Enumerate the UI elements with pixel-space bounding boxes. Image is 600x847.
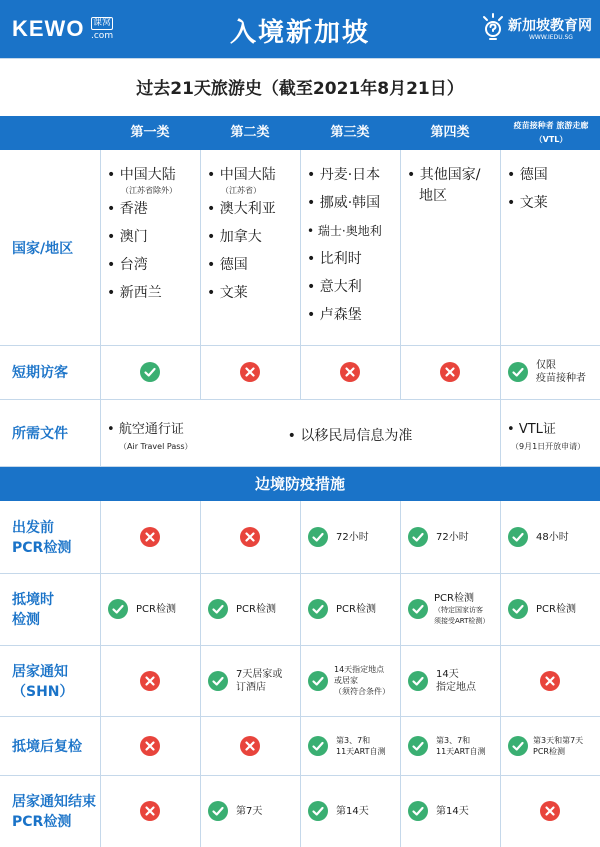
cell-text-line: PCR检测 <box>434 592 474 604</box>
document-name: 航空通行证 <box>118 422 184 437</box>
list-item: • 香港 <box>107 201 148 217</box>
column-header-category-4: 第四类 <box>430 125 470 140</box>
shn-end-category-1 <box>100 775 200 847</box>
check-icon <box>208 801 228 821</box>
check-icon <box>408 801 428 821</box>
cell-text-line: 第3天和第7天 <box>533 735 584 745</box>
page-header <box>0 0 600 58</box>
country-list-vtl <box>507 168 548 224</box>
kewo-logo-suffix: .com <box>91 31 114 41</box>
row-label-short-visit <box>0 345 100 399</box>
check-icon <box>508 362 528 382</box>
row-label-text: 出发前 <box>12 520 54 536</box>
country-name: 意大利 <box>319 279 362 295</box>
row-label-arrival-test <box>0 573 100 645</box>
cell-text: 48小时 <box>536 531 569 543</box>
short-visit-category-4 <box>400 345 500 399</box>
cell-text <box>434 592 489 627</box>
cell-text <box>236 668 282 694</box>
cross-icon <box>240 736 260 756</box>
country-list-category-4 <box>407 168 480 217</box>
country-name: 中国大陆 <box>119 167 176 183</box>
check-icon <box>208 599 228 619</box>
check-icon <box>308 671 328 691</box>
cell-text: 72小时 <box>436 531 469 543</box>
grid-line <box>500 150 501 466</box>
check-icon <box>108 599 128 619</box>
cross-icon <box>140 736 160 756</box>
list-item: • 意大利 <box>307 279 362 295</box>
cell-text: PCR检测 <box>136 603 176 615</box>
cell-text-line: （须符合条件） <box>334 687 390 696</box>
list-item: • 德国 <box>507 167 548 183</box>
document-note: （Air Travel Pass） <box>119 442 193 451</box>
row-label-text: PCR检测 <box>12 814 72 830</box>
cell-text-line: 14天 <box>436 668 459 680</box>
cross-icon <box>140 671 160 691</box>
list-item: • 德国 <box>207 257 248 273</box>
cell-text: 第14天 <box>336 805 369 817</box>
table-subtitle: 过去21天旅游史（截至2021年8月21日） <box>136 79 464 99</box>
cell-text-line: 指定地点 <box>436 681 476 693</box>
country-list-category-3 <box>307 168 382 336</box>
list-item: • 中国大陆 （江苏省） <box>207 167 276 195</box>
list-item: • 其他国家/ <box>407 167 481 183</box>
country-list-category-1 <box>107 168 177 314</box>
shn-category-1 <box>100 645 200 716</box>
cell-text-line: 第3、7和 <box>336 735 371 745</box>
brand-url[interactable]: WWW.IEDU.SG <box>529 34 573 41</box>
check-icon <box>208 671 228 691</box>
cross-icon <box>340 362 360 382</box>
check-icon <box>508 527 528 547</box>
short-visit-vtl <box>500 345 600 399</box>
shn-category-4 <box>400 645 500 716</box>
arrival-category-2 <box>200 573 300 645</box>
post-arrival-category-3 <box>300 716 400 775</box>
pre-departure-vtl <box>500 501 600 573</box>
column-header-vtl-line1: 疫苗接种者 旅游走廊 <box>513 121 589 130</box>
country-name: 挪威·韩国 <box>319 195 381 211</box>
row-label-text: 国家/地区 <box>12 240 74 257</box>
row-label-text: 短期访客 <box>12 365 68 381</box>
cross-icon <box>540 801 560 821</box>
country-name: 丹麦·日本 <box>319 167 381 183</box>
check-icon <box>508 736 528 756</box>
short-visit-category-2 <box>200 345 300 399</box>
row-label-text: 居家通知 <box>12 663 68 680</box>
row-label-documents <box>0 399 100 466</box>
list-item: • 台湾 <box>107 257 148 273</box>
cross-icon <box>240 362 260 382</box>
country-name: 德国 <box>519 167 548 183</box>
list-item: • 卢森堡 <box>307 307 362 323</box>
country-name: 中国大陆 <box>219 167 276 183</box>
documents-category-1 <box>107 418 193 452</box>
post-arrival-category-1 <box>100 716 200 775</box>
cross-icon <box>240 527 260 547</box>
check-icon <box>408 736 428 756</box>
column-header-vtl-line2: （VTL） <box>534 135 568 144</box>
post-arrival-category-2 <box>200 716 300 775</box>
country-name: 文莱 <box>219 285 248 301</box>
lightbulb-question-icon <box>480 13 506 43</box>
cell-text <box>436 735 486 757</box>
cell-text: PCR检测 <box>236 603 276 615</box>
list-item <box>407 189 480 203</box>
cell-text: 第14天 <box>436 805 469 817</box>
cell-text-line: PCR检测 <box>533 746 565 756</box>
cell-text-line: 第3、7和 <box>436 735 471 745</box>
country-name: 瑞士·奥地利 <box>317 224 382 238</box>
column-header-vtl <box>502 119 600 147</box>
row-label-shn-end-pcr <box>0 775 100 847</box>
list-item: • 新西兰 <box>107 285 162 301</box>
country-name: 澳门 <box>119 229 148 245</box>
check-icon <box>408 671 428 691</box>
row-label-text: 检测 <box>12 612 40 628</box>
cell-text: PCR检测 <box>536 603 576 615</box>
post-arrival-category-4 <box>400 716 500 775</box>
document-title: • VTL证 <box>507 422 556 437</box>
page-title: 入境新加坡 <box>229 18 370 48</box>
document-name: 以移民局信息为准 <box>300 428 413 444</box>
cell-text-line: 或居家 <box>334 676 358 685</box>
cross-icon <box>440 362 460 382</box>
country-name: 新西兰 <box>119 285 162 301</box>
section-header-border-measures: 边境防疫措施 <box>0 467 600 501</box>
list-item: • 澳门 <box>107 229 148 245</box>
cell-text-line: 14天指定地点 <box>334 665 385 674</box>
cell-text-line: 订酒店 <box>236 681 266 693</box>
row-label-text: PCR检测 <box>12 540 72 556</box>
list-item: • 文莱 <box>507 195 548 211</box>
check-icon <box>508 599 528 619</box>
shn-category-3 <box>300 645 400 716</box>
row-label-countries <box>0 150 100 345</box>
list-item: • 丹麦·日本 <box>307 167 381 183</box>
pre-departure-category-4 <box>400 501 500 573</box>
country-name: 其他国家/ <box>419 167 481 183</box>
country-name: 比利时 <box>319 251 362 267</box>
country-name: 卢森堡 <box>319 307 362 323</box>
cross-icon <box>140 527 160 547</box>
cell-text <box>436 668 476 694</box>
check-icon <box>308 527 328 547</box>
row-label-text: 居家通知结束 <box>12 794 96 810</box>
country-name: 香港 <box>119 201 148 217</box>
cell-text-note: 须接受ART检测） <box>434 616 490 625</box>
grid-line <box>0 58 600 59</box>
kewo-logo[interactable]: KEWO <box>12 16 85 41</box>
country-name: 德国 <box>219 257 248 273</box>
shn-vtl <box>500 645 600 716</box>
arrival-category-1 <box>100 573 200 645</box>
country-list-category-2 <box>207 168 276 314</box>
documents-middle: • 以移民局信息为准 <box>287 428 413 444</box>
short-visit-category-1 <box>100 345 200 399</box>
row-label-text: 抵境时 <box>12 592 54 608</box>
kewo-logo-sub: 课窝 <box>92 18 111 28</box>
cell-text: 72小时 <box>336 531 369 543</box>
pre-departure-category-3 <box>300 501 400 573</box>
check-icon <box>308 599 328 619</box>
row-label-shn <box>0 645 100 716</box>
check-icon <box>408 527 428 547</box>
cross-icon <box>540 671 560 691</box>
column-header-category-1: 第一类 <box>130 125 170 140</box>
country-name: 地区 <box>419 188 447 204</box>
cell-text: 第7天 <box>236 805 263 817</box>
country-name: 澳大利亚 <box>219 201 276 217</box>
document-name: VTL证 <box>518 422 556 437</box>
shn-end-vtl <box>500 775 600 847</box>
post-arrival-vtl <box>500 716 600 775</box>
short-visit-category-3 <box>300 345 400 399</box>
shn-category-2 <box>200 645 300 716</box>
cell-text <box>336 735 386 757</box>
cell-text-line: 11天ART自测 <box>436 746 486 756</box>
short-visit-vtl-note <box>536 359 586 385</box>
list-item: • 挪威·韩国 <box>307 195 381 211</box>
country-name: 加拿大 <box>219 229 262 245</box>
cell-text-line: 11天ART自测 <box>336 746 386 756</box>
cell-text <box>533 735 583 757</box>
cross-icon <box>140 801 160 821</box>
note-line: 疫苗接种者 <box>536 373 586 384</box>
row-label-text: 所需文件 <box>12 425 68 442</box>
list-item: • 比利时 <box>307 251 362 267</box>
country-name: 文莱 <box>519 195 548 211</box>
row-label-text: 抵境后复检 <box>12 738 82 755</box>
country-note: 江苏省除外 <box>129 186 169 195</box>
pre-departure-category-1 <box>100 501 200 573</box>
check-icon <box>308 736 328 756</box>
row-label-post-arrival <box>0 716 100 775</box>
shn-end-category-2 <box>200 775 300 847</box>
row-label-text: （SHN） <box>12 683 74 700</box>
list-item: • 中国大陆 （江苏省除外） <box>107 167 177 195</box>
cell-text-line: 7天居家或 <box>236 668 283 680</box>
cell-text <box>334 664 390 697</box>
document-title: • 航空通行证 <box>107 422 184 437</box>
list-item: • 文莱 <box>207 285 248 301</box>
column-header-category-3: 第三类 <box>330 125 370 140</box>
arrival-vtl <box>500 573 600 645</box>
documents-vtl <box>507 418 585 452</box>
shn-end-category-3 <box>300 775 400 847</box>
shn-end-category-4 <box>400 775 500 847</box>
check-icon <box>408 599 428 619</box>
cell-text: PCR检测 <box>336 603 376 615</box>
list-item: • 瑞士·奥地利 <box>307 224 382 238</box>
arrival-category-3 <box>300 573 400 645</box>
list-item: • 澳大利亚 <box>207 201 276 217</box>
note-line: 仅限 <box>536 360 556 371</box>
cell-text-note: （特定国家访客 <box>434 605 483 614</box>
check-icon <box>308 801 328 821</box>
document-note: （9月1日开放申请） <box>511 442 586 451</box>
row-label-pre-departure-pcr <box>0 501 100 573</box>
arrival-category-4 <box>400 573 500 645</box>
pre-departure-category-2 <box>200 501 300 573</box>
brand-name[interactable]: 新加坡教育网 <box>508 18 592 34</box>
list-item: • 加拿大 <box>207 229 262 245</box>
grid-line <box>100 399 101 466</box>
country-name: 台湾 <box>119 257 148 273</box>
column-header-category-2: 第二类 <box>230 125 270 140</box>
check-icon <box>140 362 160 382</box>
country-note: 江苏省 <box>229 186 253 195</box>
